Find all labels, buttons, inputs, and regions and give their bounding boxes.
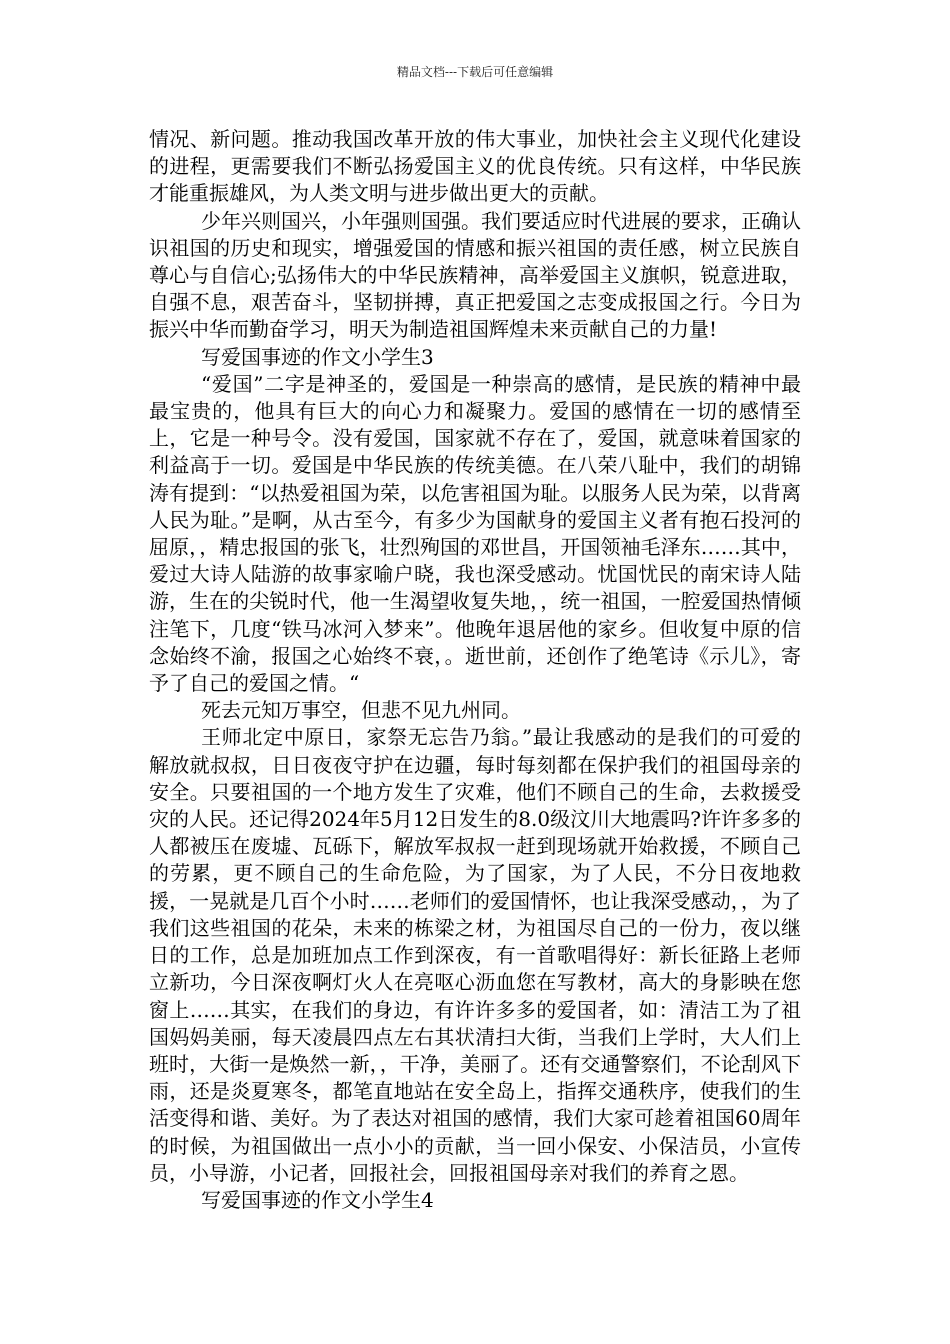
page-header: 精品文档---下载后可任意编辑 xyxy=(396,65,554,79)
section-heading: 写爱国事迹的作文小学生3 xyxy=(201,344,434,369)
section-heading: 写爱国事迹的作文小学生4 xyxy=(201,1187,434,1212)
paragraph: 王师北定中原日，家祭无忘告乃翁。”最让我感动的是我们的可爱的解放就叔叔，日日夜夜守护在边疆，每时每刻都在保护我们的祖国母亲的安全。只要祖国的一个地方发生了灾难，他们不顾自己的生命，去救援受灾的人民。还记得2024年5月12日发生的8.0级汶川大地震吗?许许多多的人都被压在废墟、瓦砾下，解放军叔叔一赶到现场就开始救援，不顾自己的劳累，更不顾自己的生命危险，为了国家，为了人民，不分日夜地救援，一晃就是几百个小时……老师们的爱国情怀，也让我深受感动，，为了我们这些祖国的花朵，未来的栋梁之材，为祖国尽自己的一份力，夜以继日的工作，总是加班加点工作到深夜，有一首歌唱得好：新长征路上老师立新功，今日深夜啊灯火人在亮呕心沥血您在写教材，高大的身影映在您窗上……其实，在我们的身边，有许许多多的爱国者，如：清洁工为了祖国妈妈美丽，每天凌晨四点左右其状清扫大街，当我们上学时，大人们上班时，大街一是焕然一新，，干净，美丽了。还有交通警察们，不论刮风下雨，还是炎夏寒冬，都笔直地站在安全岛上，指挥交通秩序，使我们的生活变得和谐、美好。为了表达对祖国的感情，我们大家可趁着祖国60周年的时候，为祖国做出一点小小的贡献，当一回小保安、小保洁员，小宣传员，小导游，小记者，回报社会，回报祖国母亲对我们的养育之恩。 xyxy=(149,725,801,1185)
paragraph: “爱国”二字是神圣的，爱国是一种崇高的感情，是民族的精神中最最宝贵的，他具有巨大的向心力和凝聚力。爱国的感情在一切的感情至上，它是一种号令。没有爱国，国家就不存在了，爱国，就意味着国家的利益高于一切。爱国是中华民族的传统美德。在八荣八耻中，我们的胡锦涛有提到：“以热爱祖国为荣，以危害祖国为耻。以服务人民为荣，以背离人民为耻。”是啊，从古至今，有多少为国献身的爱国主义者有抱石投河的屈原，，精忠报国的张飞，壮烈殉国的邓世昌，开国领袖毛泽东……其中，爱过大诗人陆游的故事家喻户晓，我也深受感动。忧国忧民的南宋诗人陆游，生在的尖锐时代，他一生渴望收复失地，，统一祖国，一腔爱国热情倾注笔下，几度“铁马冰河入梦来”。他晚年退居他的家乡。但收复中原的信念始终不渝，报国之心始终不衰，。逝世前，还创作了绝笔诗《示儿》，寄予了自己的爱国之情。“ xyxy=(149,371,801,696)
poem-line: 死去元知万事空，但悲不见九州同。 xyxy=(201,698,521,723)
paragraph: 少年兴则国兴，小年强则国强。我们要适应时代进展的要求，正确认识祖国的历史和现实，增强爱国的情感和振兴祖国的责任感，树立民族自尊心与自信心;弘扬伟大的中华民族精神，高举爱国主义旗帜，锐意进取，自强不息，艰苦奋斗，坚韧拼搏，真正把爱国之志变成报国之行。今日为振兴中华而勤奋学习，明天为制造祖国辉煌未来贡献自己的力量! xyxy=(149,208,801,342)
paragraph-continued: 情况、新问题。推动我国改革开放的伟大事业，加快社会主义现代化建设的进程，更需要我们不断弘扬爱国主义的优良传统。只有这样，中华民族才能重振雄风，为人类文明与进步做出更大的贡献。 xyxy=(149,127,801,206)
document-body xyxy=(149,126,801,1214)
